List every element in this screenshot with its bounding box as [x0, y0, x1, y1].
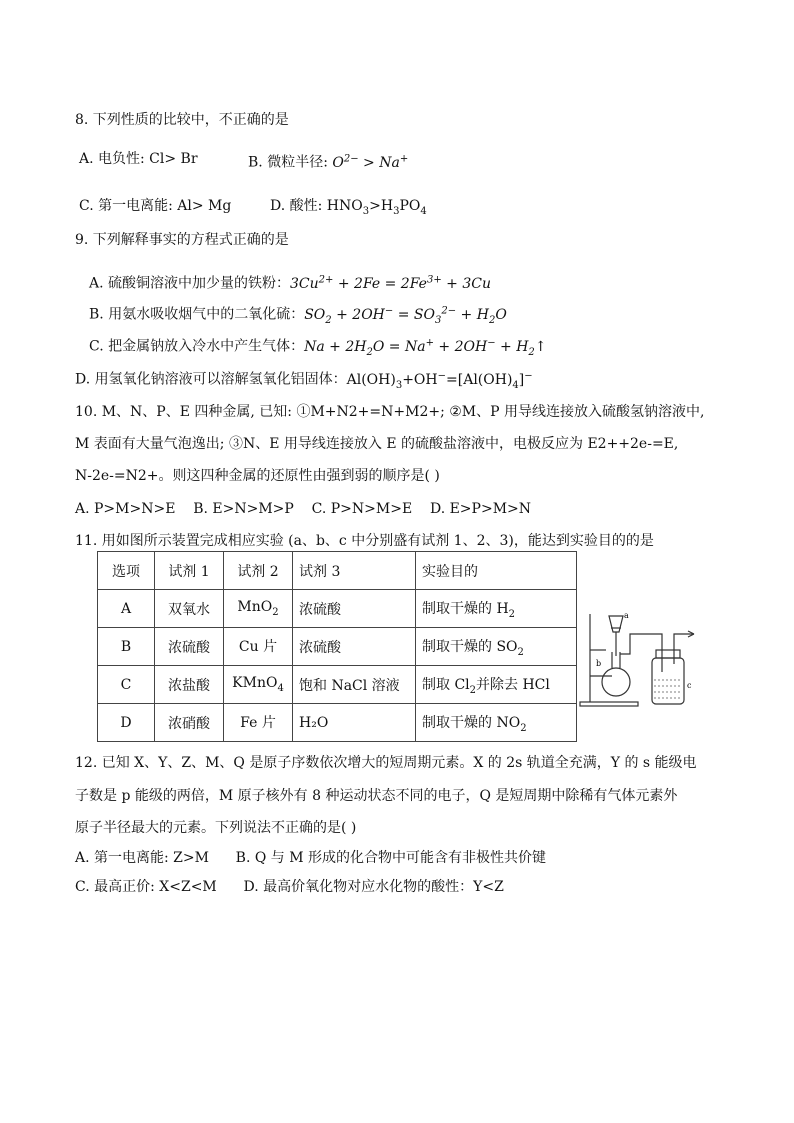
row-option: C [98, 666, 155, 704]
header-option: 选项 [98, 552, 155, 590]
row-reagent-1: 浓盐酸 [155, 666, 224, 704]
q8-option-b-formula: $O^{2-} > Na^+$ [332, 153, 409, 171]
q8-option-d [270, 197, 427, 221]
stand-base [580, 702, 638, 706]
row-reagent-3: H₂O [293, 704, 416, 742]
q9-option-c-equation: $Na + 2H_2O = Na^+ + 2OH^-$ + $H_2↑$ [304, 337, 547, 358]
q11-reagent-table [97, 551, 577, 742]
apparatus-figure [576, 606, 706, 710]
row-reagent-2: Fe 片 [224, 704, 293, 742]
row-purpose: 制取干燥的 $SO_2$ [416, 628, 577, 666]
row-purpose: 制取干燥的 $H_2$ [416, 590, 577, 628]
q8-option-d-formula: $HNO_3>H_3PO_4$ [326, 198, 427, 217]
row-purpose: 制取干燥的 $NO_2$ [416, 704, 577, 742]
q9-option-a-equation: $3Cu^{2+} + 2Fe = 2Fe^{3+} + 3Cu$ [290, 274, 491, 292]
row-reagent-3: 浓硫酸 [293, 628, 416, 666]
q9-option-d-label: D. 用氢氧化钠溶液可以溶解氢氧化铝固体： [75, 371, 347, 388]
q9-option-a [89, 271, 491, 293]
table-row [98, 704, 577, 742]
q8-option-b [248, 150, 408, 172]
q12-options-cd: C. 最高正价: X<Z<M D. 最高价氧化物对应水化物的酸性：Y<Z [75, 879, 504, 895]
q9-option-c-label: C. 把金属钠放入冷水中产生气体： [89, 338, 305, 355]
header-purpose: 实验目的 [416, 552, 577, 590]
q9-stem: 9. 下列解释事实的方程式正确的是 [75, 232, 289, 248]
row-reagent-3: 饱和 NaCl 溶液 [293, 666, 416, 704]
q12-options-ab: A. 第一电离能: Z>M B. Q 与 M 形成的化合物中可能含有非极性共价键 [75, 850, 547, 866]
q10-line-2: M 表面有大量气泡逸出; ③N、E 用导线连接放入 E 的硫酸盐溶液中，电极反应为 E2++2e-=E, [75, 436, 679, 452]
row-option: B [98, 628, 155, 666]
q9-option-c [89, 334, 547, 361]
q8-stem: 8. 下列性质的比较中，不正确的是 [75, 112, 289, 128]
header-reagent-3: 试剂 3 [293, 552, 416, 590]
figure-label-c: c [687, 681, 692, 690]
figure-label-b: b [596, 659, 602, 668]
q9-option-d [75, 367, 533, 394]
q9-option-a-label: A. 硫酸铜溶液中加少量的铁粉： [89, 275, 291, 292]
row-option: D [98, 704, 155, 742]
q9-option-b-equation: $SO_2 + 2OH^- = SO_3^{2-} + H_2O$ [304, 305, 507, 326]
washing-bottle [652, 658, 684, 704]
flask [602, 668, 630, 696]
q10-options: A. P>M>N>E B. E>N>M>P C. P>N>M>E D. E>P>M>N [75, 501, 532, 517]
q12-line-2: 子数是 p 能级的两倍，M 原子核外有 8 种运动状态不同的电子，Q 是短周期中除稀有气体元素外 [75, 788, 678, 804]
q8-option-b-label: B. 微粒半径: [248, 154, 333, 171]
q8-option-a: A. 电负性: Cl> Br [79, 151, 198, 167]
q8-option-d-label: D. 酸性: [270, 198, 327, 214]
row-reagent-3: 浓硫酸 [293, 590, 416, 628]
row-reagent-2: Cu 片 [224, 628, 293, 666]
table-row [98, 628, 577, 666]
q10-line-1: 10. M、N、P、E 四种金属, 已知: ①M+N2+=N+M2+; ②M、P 用导线连接放入硫酸氢钠溶液中, [75, 404, 705, 420]
q10-line-3: N-2e-=N2+。则这四种金属的还原性由强到弱的顺序是( ) [75, 468, 440, 484]
q12-line-3: 原子半径最大的元素。下列说法不正确的是( ) [75, 820, 357, 836]
q9-option-b-label: B. 用氨水吸收烟气中的二氧化硫： [89, 306, 305, 323]
row-reagent-2: MnO$_2$ [224, 590, 293, 628]
q8-option-c: C. 第一电离能: Al> Mg [79, 198, 232, 214]
header-reagent-2: 试剂 2 [224, 552, 293, 590]
row-option: A [98, 590, 155, 628]
q9-option-d-equation: $Al(OH)_3+OH^-=[Al(OH)_4]^-$ [346, 370, 533, 391]
table-row [98, 590, 577, 628]
q11-stem: 11. 用如图所示装置完成相应实验 (a、b、c 中分别盛有试剂 1、2、3)，能达到实验目的的是 [75, 533, 654, 549]
row-purpose: 制取 $Cl_2$并除去 HCl [416, 666, 577, 704]
table-header-row [98, 552, 577, 590]
row-reagent-1: 浓硝酸 [155, 704, 224, 742]
table-row [98, 666, 577, 704]
separatory-funnel [609, 616, 623, 632]
row-reagent-1: 双氧水 [155, 590, 224, 628]
q12-line-1: 12. 已知 X、Y、Z、M、Q 是原子序数依次增大的短周期元素。X 的 2s 轨道全充满，Y 的 s 能级电 [75, 755, 697, 771]
header-reagent-1: 试剂 1 [155, 552, 224, 590]
row-reagent-1: 浓硫酸 [155, 628, 224, 666]
row-reagent-2: KMnO$_4$ [224, 666, 293, 704]
q9-option-b [89, 302, 507, 329]
figure-label-a: a [624, 611, 629, 620]
